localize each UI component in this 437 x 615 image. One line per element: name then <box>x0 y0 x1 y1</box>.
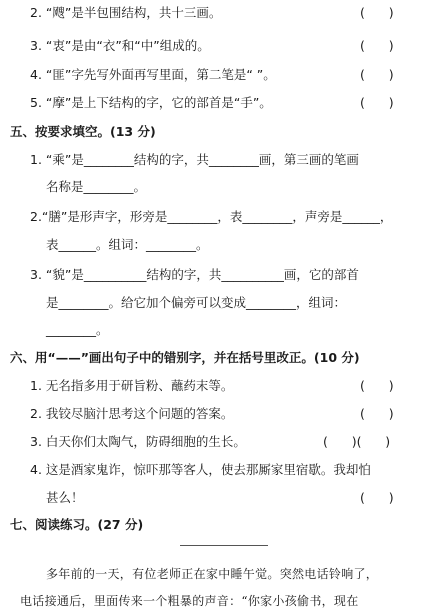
q4-item-5: 5. “摩”是上下结构的字，它的部首是“手”。 <box>30 95 272 110</box>
section-6-item-3: 3. 白天你们太陶气，防碍细胞的生长。 <box>30 434 246 449</box>
answer-parentheses: ( ) <box>360 406 394 421</box>
section-5-title: 五、按要求填空。(13 分) <box>10 124 156 139</box>
answer-parentheses: ( ) <box>360 490 394 505</box>
answer-parentheses: ( ) <box>360 67 394 82</box>
section-5-line: 3. “貌”是__________结构的字，共__________画，它的部首 <box>30 267 359 282</box>
section-5-line: 表______。组词：________。 <box>46 237 209 252</box>
answer-parentheses: ( )( ) <box>323 434 391 449</box>
section-5-line: 名称是________。 <box>46 179 147 194</box>
q4-item-2: 2. “飕”是半包围结构，共十三画。 <box>30 5 222 20</box>
answer-parentheses: ( ) <box>360 38 394 53</box>
section-6-item-1: 1. 无名指多用于研旨粉、蘸药末等。 <box>30 378 234 393</box>
section-5-line: 是________。给它加个偏旁可以变成________，组词： <box>46 295 347 310</box>
answer-parentheses: ( ) <box>360 5 394 20</box>
passage-line: 多年前的一天，有位老师正在家中睡午觉。突然电话铃响了， <box>46 567 379 581</box>
section-6-item-2: 2. 我铰尽脑汁思考这个问题的答案。 <box>30 406 234 421</box>
q4-item-3: 3. “衷”是由“衣”和“中”组成的。 <box>30 38 210 53</box>
answer-parentheses: ( ) <box>360 378 394 393</box>
section-6-title: 六、用“——”画出句子中的错别字，并在括号里改正。(10 分) <box>10 350 360 365</box>
answer-parentheses: ( ) <box>360 95 394 110</box>
section-7-title: 七、阅读练习。(27 分) <box>10 517 144 532</box>
section-6-item-4-cont: 甚么！ <box>46 490 84 505</box>
section-6-item-4: 4. 这是酒家鬼诈，惊吓那等客人，使去那厮家里宿歇。我却怕 <box>30 462 371 477</box>
q4-item-4: 4. “匪”字先写外面再写里面，第二笔是“ ”。 <box>30 67 276 82</box>
section-5-line: ________。 <box>46 322 109 337</box>
passage-line: 电话接通后，里面传来一个粗暴的声音：“你家小孩偷书，现在 <box>20 594 359 608</box>
section-5-line: 2.“膳”是形声字，形旁是________，表________，声旁是______， <box>30 209 393 224</box>
passage-divider <box>180 545 268 546</box>
section-5-line: 1. “乘”是________结构的字，共________画，第三画的笔画 <box>30 152 359 167</box>
